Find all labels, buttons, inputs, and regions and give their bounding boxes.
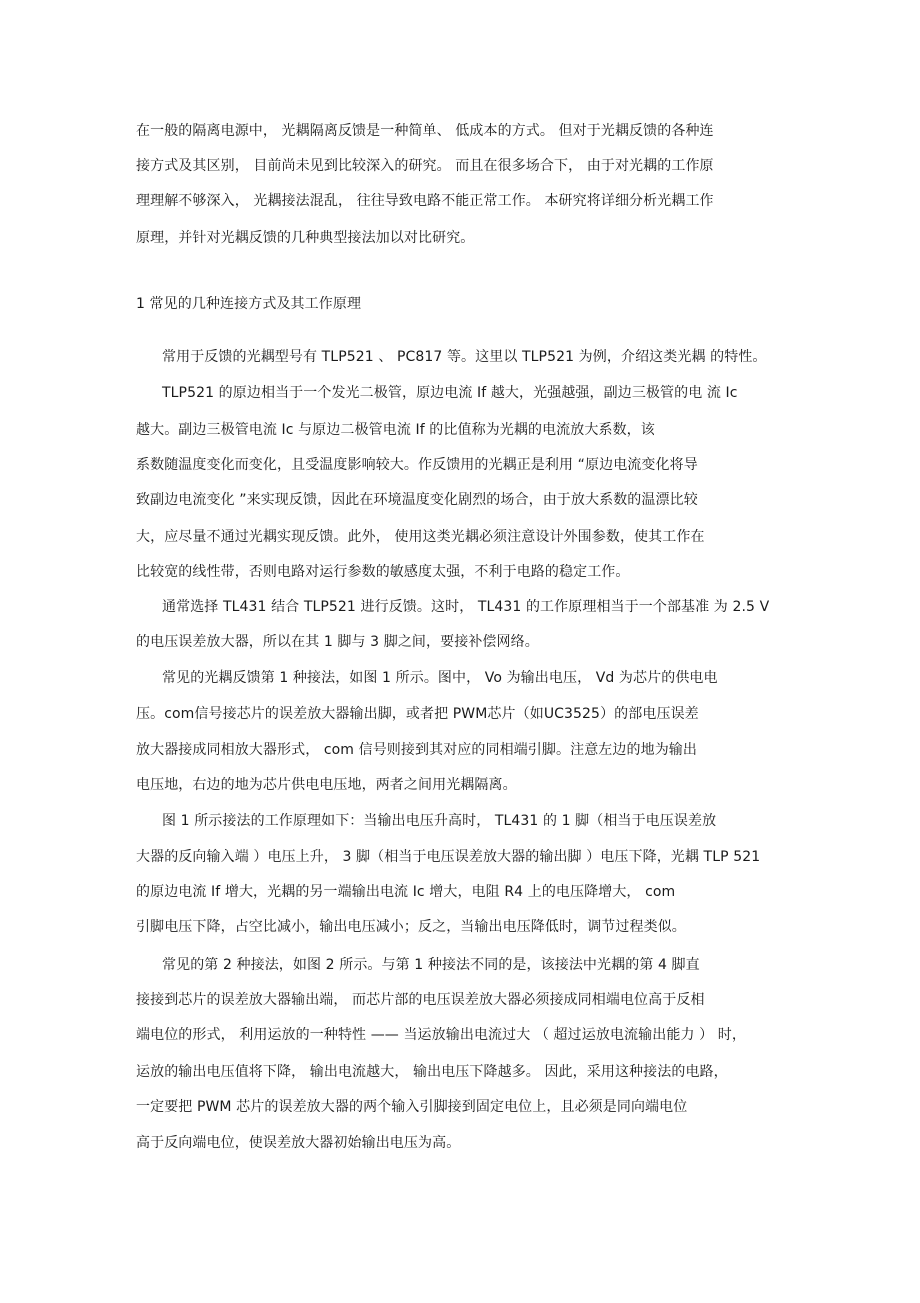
- body-line: 压。com信号接芯片的误差放大器输出脚，或者把 PWM芯片（如UC3525）的部电压误差: [136, 706, 699, 722]
- body-line: 致副边电流变化 ”来实现反馈，因此在环境温度变化剧烈的场合，由于放大系数的温漂比较: [136, 492, 698, 508]
- body-line: 高于反向端电位，使误差放大器初始输出电压为高。: [136, 1135, 461, 1151]
- body-line: 通常选择 TL431 结合 TLP521 进行反馈。这时， TL431 的工作原理相当于一个部基准 为 2.5 V: [162, 599, 770, 615]
- body-line: 端电位的形式， 利用运放的一种特性 —— 当运放输出电流过大 （ 超过运放电流输出能力 ） 时，: [136, 1027, 746, 1043]
- body-line: 大，应尽量不通过光耦实现反馈。此外， 使用这类光耦必须注意设计外围参数，使其工作在: [136, 529, 705, 545]
- body-line: 大器的反向输入端 ）电压上升， 3 脚（相当于电压误差放大器的输出脚 ）电压下降，光耦 TLP 521: [136, 849, 761, 865]
- body-line: TLP521 的原边相当于一个发光二极管，原边电流 If 越大，光强越强，副边三极管的电 流 Ic: [162, 385, 738, 401]
- body-line: 系数随温度变化而变化，且受温度影响较大。作反馈用的光耦正是利用 “原边电流变化将导: [136, 457, 698, 473]
- body-line: 越大。副边三极管电流 Ic 与原边二极管电流 If 的比值称为光耦的电流放大系数，该: [136, 422, 655, 438]
- intro-line: 在一般的隔离电源中， 光耦隔离反馈是一种简单、 低成本的方式。 但对于光耦反馈的各种连: [136, 123, 714, 139]
- body-line: 电压地，右边的地为芯片供电电压地，两者之间用光耦隔离。: [136, 777, 517, 793]
- body-line: 比较宽的线性带，否则电路对运行参数的敏感度太强，不利于电路的稳定工作。: [136, 564, 630, 580]
- body-line: 一定要把 PWM 芯片的误差放大器的两个输入引脚接到固定电位上，且必须是同向端电位: [136, 1099, 688, 1115]
- intro-line: 理理解不够深入， 光耦接法混乱， 往往导致电路不能正常工作。 本研究将详细分析光耦工作: [136, 193, 714, 209]
- body-line: 常见的第 2 种接法，如图 2 所示。与第 1 种接法不同的是，该接法中光耦的第 4 脚直: [162, 957, 700, 973]
- body-line: 运放的输出电压值将下降， 输出电流越大， 输出电压下降越多。 因此，采用这种接法的电路，: [136, 1064, 728, 1080]
- intro-line: 接方式及其区别， 目前尚未见到比较深入的研究。 而且在很多场合下， 由于对光耦的工作原: [136, 158, 714, 174]
- body-line: 接接到芯片的误差放大器输出端， 而芯片部的电压误差放大器必须接成同相端电位高于反相: [136, 992, 705, 1008]
- intro-line: 原理，并针对光耦反馈的几种典型接法加以对比研究。: [136, 230, 475, 246]
- body-line: 的电压误差放大器，所以在其 1 脚与 3 脚之间，要接补偿网络。: [136, 634, 539, 650]
- section-heading: 1 常见的几种连接方式及其工作原理: [136, 296, 362, 312]
- body-line: 图 1 所示接法的工作原理如下：当输出电压升高时， TL431 的 1 脚（相当于电压误差放: [162, 813, 717, 829]
- body-line: 的原边电流 If 增大，光耦的另一端输出电流 Ic 增大，电阻 R4 上的电压降增大， com: [136, 884, 676, 900]
- body-line: 放大器接成同相放大器形式， com 信号则接到其对应的同相端引脚。注意左边的地为输出: [136, 742, 697, 758]
- body-line: 常用于反馈的光耦型号有 TLP521 、 PC817 等。这里以 TLP521 为例，介绍这类光耦 的特性。: [162, 349, 767, 365]
- body-line: 常见的光耦反馈第 1 种接法，如图 1 所示。图中， Vo 为输出电压， Vd 为芯片的供电电: [162, 670, 718, 686]
- body-line: 引脚电压下降，占空比减小，输出电压减小；反之，当输出电压降低时，调节过程类似。: [136, 919, 686, 935]
